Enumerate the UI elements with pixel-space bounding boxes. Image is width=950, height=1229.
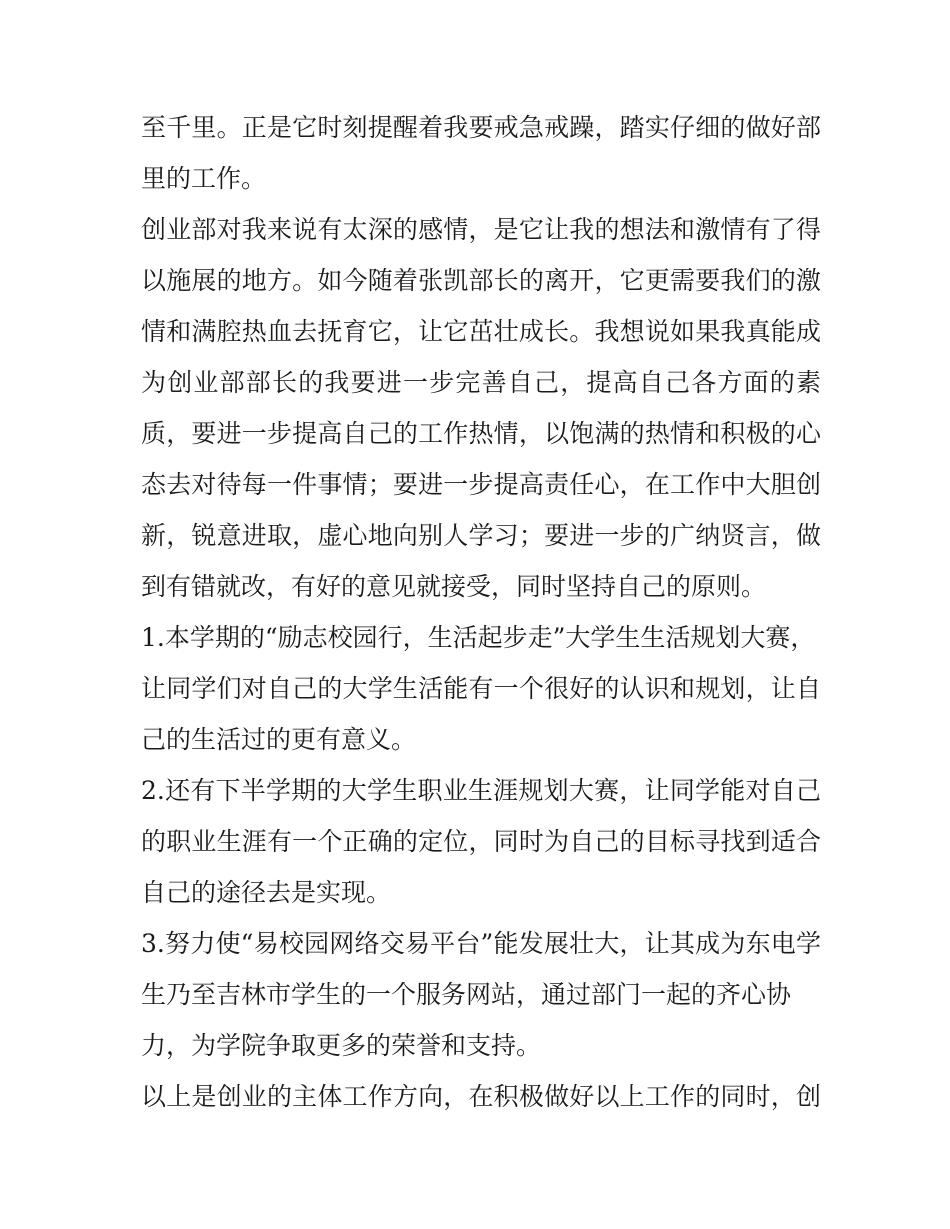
- document-body: [141, 102, 821, 1122]
- paragraph-1: [141, 102, 821, 204]
- text-line: 生乃至吉林市学生的一个服务网站，通过部门一起的齐心协: [141, 980, 792, 1009]
- text-line: 2.还有下半学期的大学生职业生涯规划大赛，让同学能对自己: [141, 776, 821, 805]
- text-line: 新，锐意进取，虚心地向别人学习；要进一步的广纳贤言，做: [141, 521, 821, 550]
- text-line: 的职业生涯有一个正确的定位，同时为自己的目标寻找到适合: [141, 827, 821, 856]
- list-item-2: [141, 765, 821, 918]
- text-line: 至千里。正是它时刻提醒着我要戒急戒躁，踏实仔细的做好部: [141, 113, 821, 142]
- text-line: 里的工作。: [141, 164, 267, 193]
- text-line: 质，要进一步提高自己的工作热情，以饱满的热情和积极的心: [141, 419, 821, 448]
- list-item-3: [141, 918, 821, 1071]
- list-item-1: [141, 612, 821, 765]
- text-line: 创业部对我来说有太深的感情，是它让我的想法和激情有了得: [141, 215, 821, 244]
- text-line: 态去对待每一件事情；要进一步提高责任心，在工作中大胆创: [141, 470, 821, 499]
- text-line: 己的生活过的更有意义。: [141, 725, 417, 754]
- text-line: 为创业部部长的我要进一步完善自己，提高自己各方面的素: [141, 368, 821, 397]
- text-line: 情和满腔热血去抚育它，让它茁壮成长。我想说如果我真能成: [141, 317, 821, 346]
- text-line: 力，为学院争取更多的荣誉和支持。: [141, 1031, 542, 1060]
- paragraph-2: [141, 204, 821, 612]
- text-line: 以施展的地方。如今随着张凯部长的离开，它更需要我们的激: [141, 266, 821, 295]
- text-line: 1.本学期的“励志校园行，生活起步走”大学生生活规划大赛，: [141, 623, 816, 652]
- text-line: 让同学们对自己的大学生活能有一个很好的认识和规划，让自: [141, 674, 821, 703]
- text-line: 到有错就改，有好的意见就接受，同时坚持自己的原则。: [141, 572, 767, 601]
- text-line: 3.努力使“易校园网络交易平台”能发展壮大，让其成为东电学: [141, 929, 821, 958]
- paragraph-last: [141, 1071, 821, 1122]
- text-line: 自己的途径去是实现。: [141, 878, 392, 907]
- text-line: 以上是创业的主体工作方向，在积极做好以上工作的同时，创: [141, 1082, 821, 1111]
